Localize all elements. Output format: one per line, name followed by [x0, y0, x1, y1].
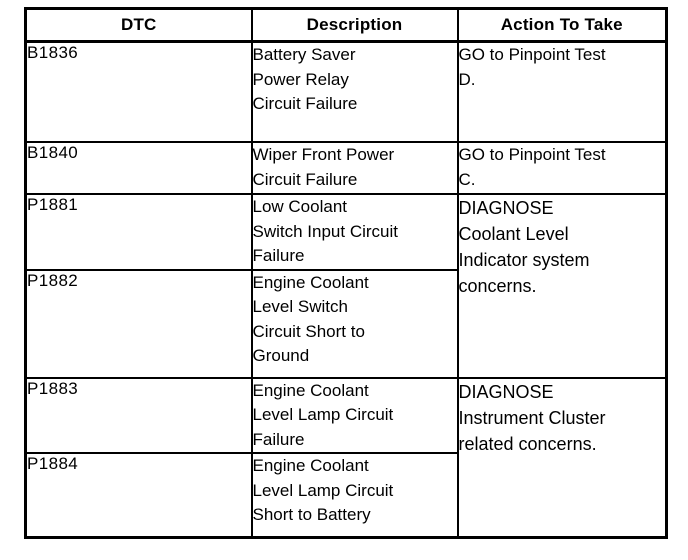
description-line: Failure: [252, 246, 305, 265]
dtc-description: [252, 270, 458, 378]
description-line: Level Lamp Circuit: [252, 480, 394, 500]
dtc-action: [458, 142, 667, 194]
action-line: Instrument Cluster: [458, 407, 606, 428]
description-line: Power Relay: [252, 69, 349, 89]
description-line: Switch Input Circuit: [252, 221, 398, 241]
header-action: Action To Take: [458, 9, 667, 42]
description-line: Battery Saver: [252, 45, 356, 64]
dtc-table: [24, 7, 668, 539]
action-line: Coolant Level: [458, 224, 569, 244]
dtc-code: P1881: [26, 194, 252, 270]
description-line: Circuit Failure: [252, 94, 358, 113]
dtc-description: [252, 42, 458, 143]
header-description: Description: [252, 9, 458, 42]
description-line: Engine Coolant: [252, 380, 369, 400]
description-line: Ground: [252, 346, 310, 365]
table-row: [26, 194, 667, 270]
table-row: [26, 142, 667, 194]
action-line: D.: [458, 69, 476, 89]
dtc-code: P1882: [26, 270, 252, 378]
description-line: Engine Coolant: [252, 272, 369, 292]
description-line: Failure: [252, 429, 305, 449]
action-line: Indicator system: [458, 250, 590, 270]
description-line: Short to Battery: [252, 505, 371, 524]
dtc-description: [252, 142, 458, 194]
dtc-code: B1836: [26, 42, 252, 143]
action-line: concerns.: [458, 276, 537, 296]
header-dtc: DTC: [26, 9, 252, 42]
dtc-description: [252, 194, 458, 270]
description-line: Circuit Short to: [252, 321, 365, 341]
description-line: Engine Coolant: [252, 456, 369, 475]
description-line: Low Coolant: [252, 197, 348, 216]
dtc-description: [252, 453, 458, 538]
dtc-code: P1884: [26, 453, 252, 538]
action-line: GO to Pinpoint Test: [458, 45, 606, 64]
description-line: Wiper Front Power: [252, 145, 395, 164]
dtc-action-coolant: [458, 194, 667, 378]
action-line: C.: [458, 169, 476, 189]
dtc-action-cluster: [458, 378, 667, 538]
description-line: Level Switch: [252, 297, 348, 316]
dtc-action: [458, 42, 667, 143]
action-line: DIAGNOSE: [458, 198, 554, 218]
table-row: [26, 378, 667, 454]
header-row: [26, 9, 667, 42]
action-line: DIAGNOSE: [458, 381, 554, 402]
dtc-description: [252, 378, 458, 454]
dtc-code: P1883: [26, 378, 252, 454]
dtc-code: B1840: [26, 142, 252, 194]
action-line: GO to Pinpoint Test: [458, 145, 606, 164]
description-line: Circuit Failure: [252, 169, 358, 189]
table-row: [26, 42, 667, 143]
action-line: related concerns.: [458, 433, 597, 454]
description-line: Level Lamp Circuit: [252, 405, 394, 424]
